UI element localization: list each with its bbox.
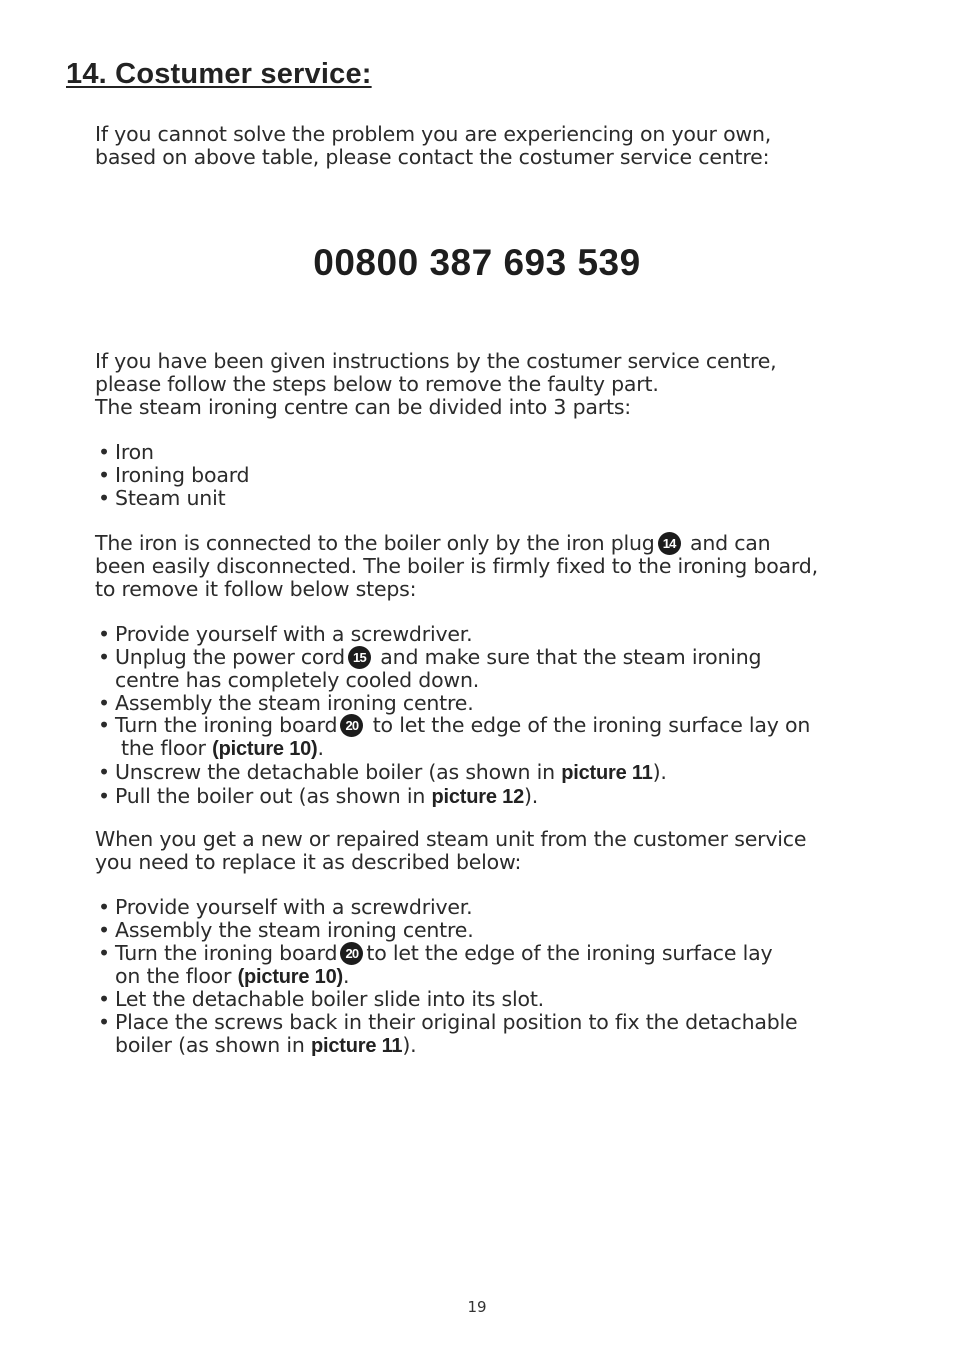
list-item-continuation: centre has completely cooled down. xyxy=(115,667,480,692)
parts-list xyxy=(95,441,895,509)
service-phone-number: 00800 387 693 539 xyxy=(313,242,641,283)
list-item: • Assembly the steam ironing centre. xyxy=(98,690,474,715)
picture-reference: picture 12 xyxy=(431,785,524,808)
instructions-paragraph xyxy=(95,350,895,418)
list-item: • Pull the boiler out (as shown in picture 12). xyxy=(98,783,539,808)
list-item: • Unplug the power cord 15 and make sure that the steam ironing xyxy=(98,644,762,669)
intro-line: based on above table, please contact the costumer service centre: xyxy=(95,144,770,169)
intro-paragraph xyxy=(95,123,895,169)
list-item-continuation: boiler (as shown in picture 11). xyxy=(115,1032,417,1057)
list-item: • Assembly the steam ironing centre. xyxy=(98,917,474,942)
iron-line: been easily disconnected. The boiler is firmly fixed to the ironing board, xyxy=(95,554,818,578)
part-number-badge: 14 xyxy=(658,532,681,555)
list-item: • Provide yourself with a screwdriver. xyxy=(98,622,473,646)
part-number-badge: 15 xyxy=(348,646,371,669)
list-item: • Turn the ironing board 20 to let the edge of the ironing surface lay on xyxy=(98,713,811,738)
instructions-line: please follow the steps below to remove the faulty part. xyxy=(95,371,659,396)
replace-steps-list xyxy=(95,896,895,1058)
iron-paragraph xyxy=(95,532,895,601)
instructions-line: The steam ironing centre can be divided into 3 parts: xyxy=(95,394,632,419)
list-item: • Let the detachable boiler slide into its slot. xyxy=(98,987,544,1012)
list-item: • Place the screws back in their original position to fix the detachable xyxy=(98,1010,798,1035)
removal-steps-list xyxy=(95,623,895,809)
list-item: • Provide yourself with a screwdriver. xyxy=(98,895,473,919)
part-number-badge: 20 xyxy=(340,942,363,965)
page-number: 19 xyxy=(467,1298,487,1316)
list-item: • Iron xyxy=(98,440,154,464)
iron-line: to remove it follow below steps: xyxy=(95,576,417,601)
replace-line: you need to replace it as described below: xyxy=(95,849,522,874)
list-item: • Ironing board xyxy=(98,462,250,487)
replace-line: When you get a new or repaired steam unit from the customer service xyxy=(95,827,807,851)
picture-reference: picture 11 xyxy=(310,1034,403,1057)
picture-reference: (picture 10) xyxy=(237,965,343,988)
replace-paragraph xyxy=(95,828,895,874)
list-item-continuation: on the floor (picture 10). xyxy=(115,963,350,988)
iron-line: The iron is connected to the boiler only by the iron plug 14 and can xyxy=(95,531,771,555)
list-item: • Steam unit xyxy=(98,485,226,510)
picture-reference: (picture 10) xyxy=(212,738,318,761)
picture-reference: picture 11 xyxy=(561,762,653,785)
list-item: • Unscrew the detachable boiler (as shown in picture 11). xyxy=(98,760,667,785)
intro-line: If you cannot solve the problem you are experiencing on your own, xyxy=(95,122,772,146)
list-item-continuation: the floor (picture 10). xyxy=(121,736,324,761)
part-number-badge: 20 xyxy=(340,714,363,737)
section-title: 14. Costumer service: xyxy=(66,58,372,90)
instructions-line: If you have been given instructions by the costumer service centre, xyxy=(95,349,777,373)
list-item: • Turn the ironing board 20 to let the edge of the ironing surface lay xyxy=(98,940,773,965)
